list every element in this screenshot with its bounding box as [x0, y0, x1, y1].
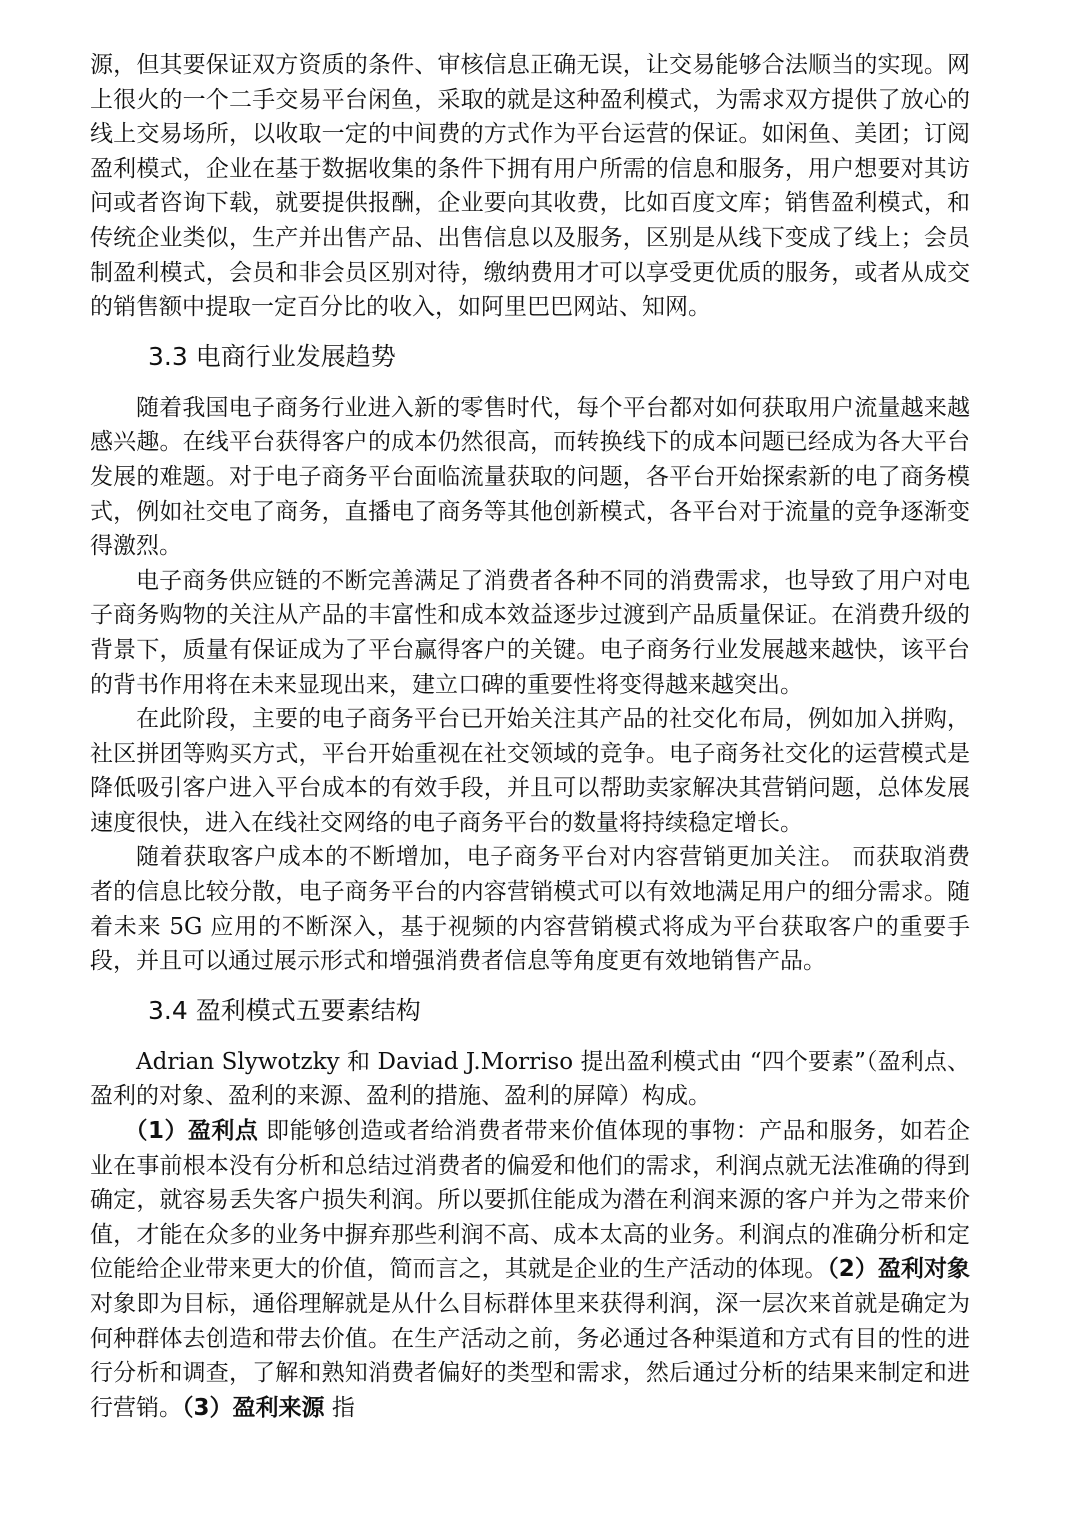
intro-paragraph: 源，但其要保证双方资质的条件、审核信息正确无误，让交易能够合法顺当的实现。网上很火的一个二手交易平台闲鱼，采取的就是这种盈利模式，为需求双方提供了放心的线上交易场所，以收取一定的中间费的方式作为平台运营的保证。如闲鱼、美团；订阅盈利模式，企业在基于数据收集的条件下拥有用户所需的信息和服务，用户想要对其访问或者咨询下载，就要提供报酬，企业要向其收费，比如百度文库；销售盈利模式，和传统企业类似，生产并出售产品、出售信息以及服务，区别是从线下变成了线上；会员制盈利模式，会员和非会员区别对待，缴纳费用才可以享受更优质的服务，或者从成交的销售额中提取一定百分比的收入，如阿里巴巴网站、知网。	[90, 52, 970, 321]
section-3-4-paragraph-1: Adrian Slywotzky 和 Daviad J.Morriso 提出盈利模式由 “四个要素”（盈利点、盈利的对象、盈利的来源、盈利的措施、盈利的屏障）构成。	[90, 1048, 970, 1110]
item-2-text: 对象即为目标，通俗理解就是从什么目标群体里来获得利润，深一层次来首就是确定为何种群体去创造和带去价值。在生产活动之前，务必通过各种渠道和方式有目的性的进行分析和调查，了解和熟知消费者偏好的类型和需求，然后通过分析的结果来制定和进行营销。	[90, 1291, 970, 1421]
section-3-3-paragraph-2: 电子商务供应链的不断完善满足了消费者各种不同的消费需求，也导致了用户对电子商务购物的关注从产品的丰富性和成本效益逐步过渡到产品质量保证。在消费升级的背景下，质量有保证成为了平台赢得客户的关键。电子商务行业发展越来越快，该平台的背书作用将在未来显现出来，建立口碑的重要性将变得越来越突出。	[90, 567, 970, 698]
section-3-3-paragraph-3: 在此阶段，主要的电子商务平台已开始关注其产品的社交化布局，例如加入拼购，社区拼团等购买方式，平台开始重视在社交领域的竞争。电子商务社交化的运营模式是降低吸引客户进入平台成本的有效手段，并且可以帮助卖家解决其营销问题，总体发展速度很快，进入在线社交网络的电子商务平台的数量将持续稳定增长。	[90, 706, 970, 836]
document-page	[90, 48, 970, 1425]
item-1-text: 即能够创造或者给消费者带来价值体现的事物：产品和服务，如若企业在事前根本没有分析和总结过消费者的偏爱和他们的需求，利润点就无法准确的得到确定，就容易丢失客户损失利润。所以要抓住能成为潜在利润来源的客户并为之带来价值，才能在众多的业务中摒弃那些利润不高、成本太高的业务。利润点的准确分析和定位能给企业带来更大的价值，简而言之，其就是企业的生产活动的体现。	[90, 1118, 970, 1283]
section-3-3-paragraph-4: 随着获取客户成本的不断增加，电子商务平台对内容营销更加关注。 而获取消费者的信息比较分散，电子商务平台的内容营销模式可以有效地满足用户的细分需求。随着未来 5G 应用的不断深入，基于视频的内容营销模式将成为平台获取客户的重要手段，并且可以通过展示形式和增强消费者信息等角度更有效地销售产品。	[90, 844, 970, 975]
item-1-label: （1）盈利点	[124, 1118, 259, 1145]
item-2-label: （2）盈利对象	[827, 1256, 970, 1283]
item-3-text: 指	[324, 1394, 355, 1421]
section-heading-3-4: 3.4 盈利模式五要素结构	[148, 995, 421, 1025]
section-heading-3-3: 3.3 电商行业发展趋势	[148, 341, 396, 371]
section-3-4-elements-paragraph	[90, 1114, 970, 1425]
item-3-label: （3）盈利来源	[182, 1394, 325, 1421]
section-3-3-paragraph-1: 随着我国电子商务行业进入新的零售时代，每个平台都对如何获取用户流量越来越感兴趣。在线平台获得客户的成本仍然很高，而转换线下的成本问题已经成为各大平台发展的难题。对于电子商务平台面临流量获取的问题，各平台开始探索新的电了商务模式，例如社交电了商务，直播电了商务等其他创新模式，各平台对于流量的竞争逐渐变得激烈。	[90, 394, 970, 560]
